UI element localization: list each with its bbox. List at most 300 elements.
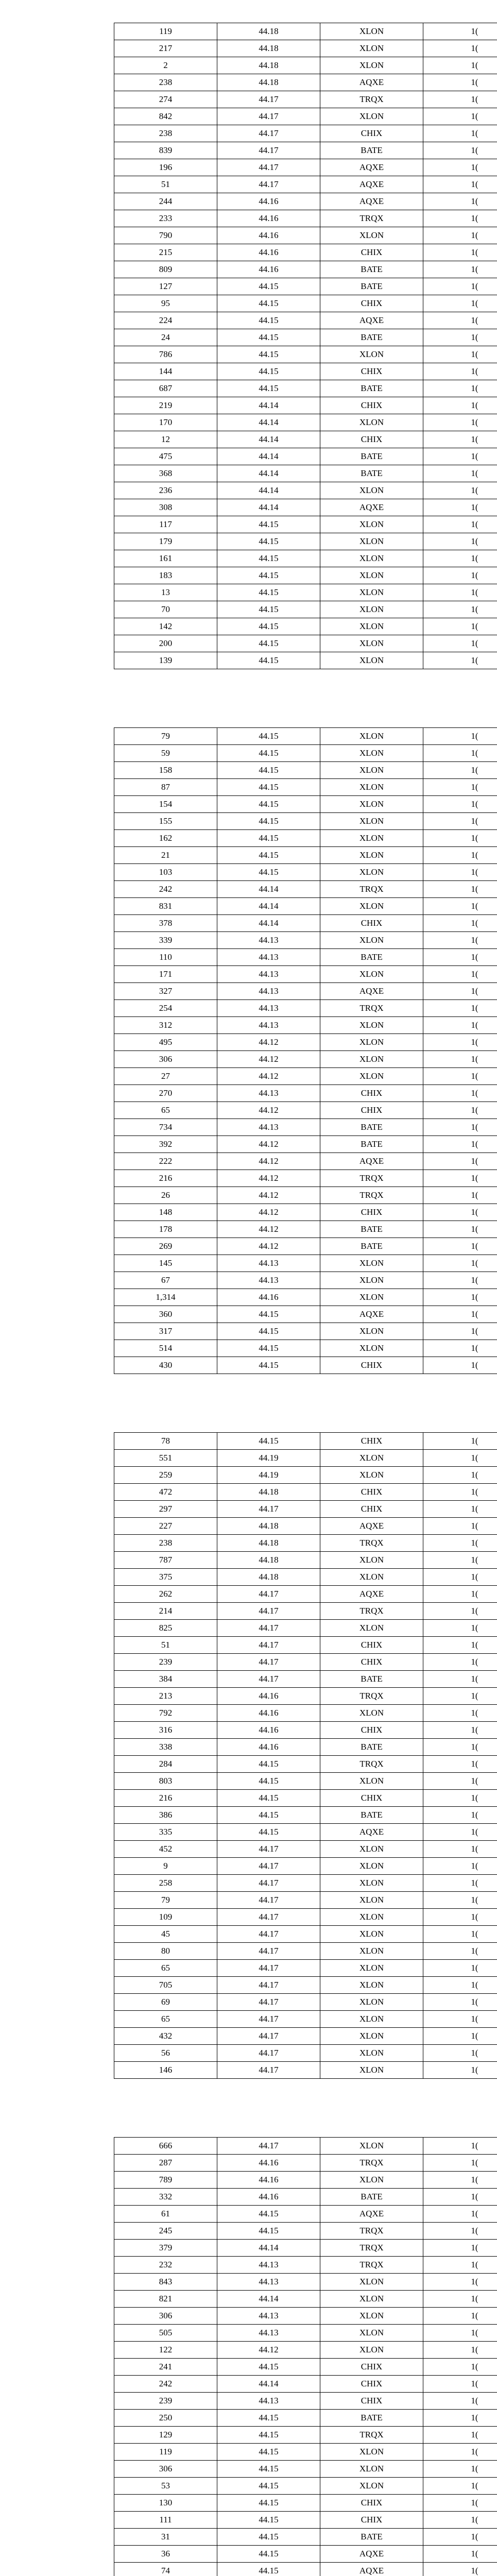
quantity-cell: 95	[114, 295, 217, 312]
price-cell: 44.15	[217, 312, 320, 329]
price-cell: 44.15	[217, 329, 320, 346]
time-cell: 1(	[423, 1858, 497, 1875]
quantity-cell: 65	[114, 1960, 217, 1977]
table-row	[114, 1255, 497, 1272]
table-row	[114, 2529, 497, 2546]
table-row	[114, 1518, 497, 1535]
quantity-cell: 666	[114, 2138, 217, 2155]
time-cell: 1(	[423, 1051, 497, 1068]
price-cell: 44.14	[217, 2240, 320, 2257]
quantity-cell: 384	[114, 1671, 217, 1688]
venue-cell: CHIX	[320, 1722, 423, 1739]
venue-cell: CHIX	[320, 1102, 423, 1119]
price-cell: 44.18	[217, 1518, 320, 1535]
time-cell: 1(	[423, 2461, 497, 2478]
quantity-cell: 79	[114, 728, 217, 745]
price-cell: 44.14	[217, 448, 320, 465]
price-cell: 44.17	[217, 1960, 320, 1977]
price-cell: 44.12	[217, 1102, 320, 1119]
quantity-cell: 495	[114, 1034, 217, 1051]
table-row	[114, 2325, 497, 2342]
venue-cell: TRQX	[320, 2240, 423, 2257]
venue-cell: XLON	[320, 482, 423, 499]
venue-cell: XLON	[320, 1926, 423, 1943]
table-row	[114, 1977, 497, 1994]
table-row	[114, 346, 497, 363]
quantity-cell: 789	[114, 2172, 217, 2189]
venue-cell: CHIX	[320, 2393, 423, 2410]
venue-cell: XLON	[320, 1960, 423, 1977]
venue-cell: XLON	[320, 932, 423, 949]
price-cell: 44.13	[217, 983, 320, 1000]
price-cell: 44.17	[217, 159, 320, 176]
venue-cell: BATE	[320, 261, 423, 278]
quantity-cell: 452	[114, 1841, 217, 1858]
time-cell: 1(	[423, 796, 497, 813]
quantity-cell: 287	[114, 2155, 217, 2172]
table-row	[114, 2342, 497, 2359]
table-row	[114, 193, 497, 210]
quantity-cell: 161	[114, 550, 217, 567]
time-cell: 1(	[423, 1433, 497, 1450]
venue-cell: XLON	[320, 618, 423, 635]
time-cell: 1(	[423, 1688, 497, 1705]
quantity-cell: 51	[114, 1637, 217, 1654]
venue-cell: TRQX	[320, 881, 423, 898]
price-cell: 44.15	[217, 762, 320, 779]
price-cell: 44.15	[217, 2444, 320, 2461]
price-cell: 44.13	[217, 1017, 320, 1034]
price-cell: 44.18	[217, 1569, 320, 1586]
price-cell: 44.17	[217, 142, 320, 159]
time-cell: 1(	[423, 567, 497, 584]
quantity-cell: 70	[114, 601, 217, 618]
venue-cell: XLON	[320, 2308, 423, 2325]
price-cell: 44.17	[217, 2138, 320, 2155]
time-cell: 1(	[423, 745, 497, 762]
time-cell: 1(	[423, 1603, 497, 1620]
price-cell: 44.13	[217, 2274, 320, 2291]
quantity-cell: 110	[114, 949, 217, 966]
price-cell: 44.15	[217, 2359, 320, 2376]
quantity-cell: 514	[114, 1340, 217, 1357]
venue-cell: XLON	[320, 414, 423, 431]
table-row	[114, 847, 497, 864]
venue-cell: AQXE	[320, 176, 423, 193]
table-row	[114, 813, 497, 830]
quantity-cell: 262	[114, 1586, 217, 1603]
quantity-cell: 216	[114, 1790, 217, 1807]
quantity-cell: 335	[114, 1824, 217, 1841]
price-cell: 44.17	[217, 1926, 320, 1943]
venue-cell: XLON	[320, 2011, 423, 2028]
venue-cell: XLON	[320, 2342, 423, 2359]
table-row	[114, 1221, 497, 1238]
table-row	[114, 91, 497, 108]
time-cell: 1(	[423, 1102, 497, 1119]
table-row	[114, 1450, 497, 1467]
table-row	[114, 932, 497, 949]
table-row	[114, 2223, 497, 2240]
quantity-cell: 79	[114, 1892, 217, 1909]
quantity-cell: 59	[114, 745, 217, 762]
price-cell: 44.17	[217, 1858, 320, 1875]
table-row	[114, 1994, 497, 2011]
venue-cell: AQXE	[320, 312, 423, 329]
venue-cell: CHIX	[320, 1501, 423, 1518]
time-cell: 1(	[423, 397, 497, 414]
venue-cell: XLON	[320, 1068, 423, 1085]
table-row	[114, 1017, 497, 1034]
price-cell: 44.14	[217, 414, 320, 431]
venue-cell: XLON	[320, 57, 423, 74]
venue-cell: BATE	[320, 448, 423, 465]
table-row	[114, 2257, 497, 2274]
venue-cell: TRQX	[320, 1756, 423, 1773]
table-row	[114, 176, 497, 193]
price-cell: 44.15	[217, 550, 320, 567]
quantity-cell: 244	[114, 193, 217, 210]
time-cell: 1(	[423, 74, 497, 91]
quantity-cell: 13	[114, 584, 217, 601]
time-cell: 1(	[423, 1306, 497, 1323]
price-cell: 44.13	[217, 1119, 320, 1136]
time-cell: 1(	[423, 881, 497, 898]
trade-table-page-3	[114, 1432, 497, 2079]
venue-cell: XLON	[320, 550, 423, 567]
venue-cell: AQXE	[320, 1824, 423, 1841]
table-row	[114, 1340, 497, 1357]
price-cell: 44.12	[217, 1051, 320, 1068]
price-cell: 44.19	[217, 1467, 320, 1484]
price-cell: 44.17	[217, 125, 320, 142]
venue-cell: XLON	[320, 635, 423, 652]
venue-cell: XLON	[320, 2291, 423, 2308]
price-cell: 44.15	[217, 2223, 320, 2240]
quantity-cell: 119	[114, 23, 217, 40]
time-cell: 1(	[423, 346, 497, 363]
time-cell: 1(	[423, 2444, 497, 2461]
venue-cell: XLON	[320, 1034, 423, 1051]
venue-cell: XLON	[320, 796, 423, 813]
quantity-cell: 148	[114, 1204, 217, 1221]
price-cell: 44.17	[217, 1875, 320, 1892]
trade-table-page-4	[114, 2137, 497, 2576]
time-cell: 1(	[423, 1977, 497, 1994]
table-row	[114, 1000, 497, 1017]
table-row	[114, 1467, 497, 1484]
table-row	[114, 1501, 497, 1518]
venue-cell: XLON	[320, 601, 423, 618]
time-cell: 1(	[423, 1272, 497, 1289]
venue-cell: XLON	[320, 728, 423, 745]
quantity-cell: 21	[114, 847, 217, 864]
time-cell: 1(	[423, 1875, 497, 1892]
table-row	[114, 1569, 497, 1586]
venue-cell: XLON	[320, 23, 423, 40]
time-cell: 1(	[423, 193, 497, 210]
venue-cell: XLON	[320, 2444, 423, 2461]
quantity-cell: 51	[114, 176, 217, 193]
quantity-cell: 803	[114, 1773, 217, 1790]
price-cell: 44.12	[217, 1204, 320, 1221]
table-row	[114, 210, 497, 227]
time-cell: 1(	[423, 1153, 497, 1170]
table-row	[114, 618, 497, 635]
price-cell: 44.16	[217, 244, 320, 261]
venue-cell: XLON	[320, 1620, 423, 1637]
table-row	[114, 108, 497, 125]
venue-cell: BATE	[320, 380, 423, 397]
venue-cell: AQXE	[320, 1306, 423, 1323]
quantity-cell: 360	[114, 1306, 217, 1323]
time-cell: 1(	[423, 1943, 497, 1960]
venue-cell: XLON	[320, 227, 423, 244]
price-cell: 44.16	[217, 2172, 320, 2189]
time-cell: 1(	[423, 2393, 497, 2410]
price-cell: 44.13	[217, 2325, 320, 2342]
table-row	[114, 2393, 497, 2410]
price-cell: 44.15	[217, 2478, 320, 2495]
time-cell: 1(	[423, 635, 497, 652]
table-row	[114, 652, 497, 669]
price-cell: 44.15	[217, 346, 320, 363]
quantity-cell: 200	[114, 635, 217, 652]
quantity-cell: 821	[114, 2291, 217, 2308]
venue-cell: XLON	[320, 40, 423, 57]
table-row	[114, 2478, 497, 2495]
table-row	[114, 2172, 497, 2189]
price-cell: 44.15	[217, 830, 320, 847]
venue-cell: XLON	[320, 2274, 423, 2291]
quantity-cell: 142	[114, 618, 217, 635]
time-cell: 1(	[423, 1824, 497, 1841]
price-cell: 44.15	[217, 864, 320, 881]
venue-cell: XLON	[320, 1909, 423, 1926]
table-row	[114, 142, 497, 159]
time-cell: 1(	[423, 2062, 497, 2079]
quantity-cell: 327	[114, 983, 217, 1000]
table-row	[114, 1289, 497, 1306]
time-cell: 1(	[423, 1705, 497, 1722]
time-cell: 1(	[423, 1467, 497, 1484]
quantity-cell: 117	[114, 516, 217, 533]
price-cell: 44.16	[217, 210, 320, 227]
table-row	[114, 1960, 497, 1977]
venue-cell: CHIX	[320, 1484, 423, 1501]
table-row	[114, 414, 497, 431]
table-row	[114, 380, 497, 397]
time-cell: 1(	[423, 40, 497, 57]
table-row	[114, 1136, 497, 1153]
table-row	[114, 2155, 497, 2172]
time-cell: 1(	[423, 1654, 497, 1671]
venue-cell: AQXE	[320, 2563, 423, 2576]
table-row	[114, 2563, 497, 2576]
venue-cell: CHIX	[320, 125, 423, 142]
venue-cell: XLON	[320, 1943, 423, 1960]
table-row	[114, 278, 497, 295]
quantity-cell: 259	[114, 1467, 217, 1484]
venue-cell: CHIX	[320, 1654, 423, 1671]
venue-cell: XLON	[320, 779, 423, 796]
price-cell: 44.16	[217, 1705, 320, 1722]
time-cell: 1(	[423, 108, 497, 125]
quantity-cell: 239	[114, 1654, 217, 1671]
price-cell: 44.12	[217, 2342, 320, 2359]
venue-cell: CHIX	[320, 363, 423, 380]
venue-cell: CHIX	[320, 915, 423, 932]
quantity-cell: 144	[114, 363, 217, 380]
time-cell: 1(	[423, 533, 497, 550]
venue-cell: CHIX	[320, 244, 423, 261]
quantity-cell: 222	[114, 1153, 217, 1170]
table-row	[114, 2444, 497, 2461]
venue-cell: AQXE	[320, 1153, 423, 1170]
time-cell: 1(	[423, 915, 497, 932]
price-cell: 44.12	[217, 1034, 320, 1051]
price-cell: 44.15	[217, 278, 320, 295]
table-row	[114, 1238, 497, 1255]
price-cell: 44.15	[217, 2512, 320, 2529]
time-cell: 1(	[423, 329, 497, 346]
price-cell: 44.16	[217, 2189, 320, 2206]
price-cell: 44.15	[217, 1433, 320, 1450]
price-cell: 44.14	[217, 2291, 320, 2308]
table-row	[114, 1620, 497, 1637]
price-cell: 44.15	[217, 1773, 320, 1790]
venue-cell: TRQX	[320, 210, 423, 227]
table-row	[114, 2045, 497, 2062]
price-cell: 44.17	[217, 2011, 320, 2028]
quantity-cell: 250	[114, 2410, 217, 2427]
venue-cell: XLON	[320, 516, 423, 533]
venue-cell: AQXE	[320, 2546, 423, 2563]
venue-cell: XLON	[320, 1569, 423, 1586]
time-cell: 1(	[423, 2512, 497, 2529]
time-cell: 1(	[423, 278, 497, 295]
price-cell: 44.15	[217, 2410, 320, 2427]
price-cell: 44.17	[217, 108, 320, 125]
time-cell: 1(	[423, 1017, 497, 1034]
price-cell: 44.15	[217, 2546, 320, 2563]
time-cell: 1(	[423, 2325, 497, 2342]
price-cell: 44.17	[217, 1637, 320, 1654]
table-row	[114, 1875, 497, 1892]
table-row	[114, 431, 497, 448]
time-cell: 1(	[423, 728, 497, 745]
venue-cell: AQXE	[320, 499, 423, 516]
table-row	[114, 397, 497, 414]
table-row	[114, 2291, 497, 2308]
venue-cell: CHIX	[320, 2376, 423, 2393]
table-row	[114, 1357, 497, 1374]
price-cell: 44.12	[217, 1170, 320, 1187]
table-row	[114, 1654, 497, 1671]
price-cell: 44.17	[217, 1977, 320, 1994]
time-cell: 1(	[423, 1569, 497, 1586]
venue-cell: XLON	[320, 2028, 423, 2045]
table-row	[114, 74, 497, 91]
price-cell: 44.15	[217, 2529, 320, 2546]
table-row	[114, 1068, 497, 1085]
time-cell: 1(	[423, 2274, 497, 2291]
quantity-cell: 53	[114, 2478, 217, 2495]
table-row	[114, 1892, 497, 1909]
time-cell: 1(	[423, 2206, 497, 2223]
quantity-cell: 129	[114, 2427, 217, 2444]
venue-cell: CHIX	[320, 397, 423, 414]
venue-cell: XLON	[320, 762, 423, 779]
quantity-cell: 787	[114, 1552, 217, 1569]
venue-cell: XLON	[320, 813, 423, 830]
table-row	[114, 983, 497, 1000]
quantity-cell: 232	[114, 2257, 217, 2274]
time-cell: 1(	[423, 2376, 497, 2393]
venue-cell: XLON	[320, 2478, 423, 2495]
time-cell: 1(	[423, 2410, 497, 2427]
venue-cell: XLON	[320, 346, 423, 363]
table-row	[114, 57, 497, 74]
price-cell: 44.16	[217, 1722, 320, 1739]
price-cell: 44.18	[217, 1535, 320, 1552]
venue-cell: XLON	[320, 2172, 423, 2189]
price-cell: 44.16	[217, 193, 320, 210]
table-row	[114, 1051, 497, 1068]
venue-cell: CHIX	[320, 1204, 423, 1221]
quantity-cell: 792	[114, 1705, 217, 1722]
price-cell: 44.17	[217, 1892, 320, 1909]
price-cell: 44.17	[217, 176, 320, 193]
time-cell: 1(	[423, 1773, 497, 1790]
time-cell: 1(	[423, 1085, 497, 1102]
venue-cell: XLON	[320, 1994, 423, 2011]
table-row	[114, 898, 497, 915]
table-row	[114, 966, 497, 983]
table-row	[114, 1586, 497, 1603]
time-cell: 1(	[423, 1739, 497, 1756]
venue-cell: CHIX	[320, 1790, 423, 1807]
price-cell: 44.14	[217, 915, 320, 932]
quantity-cell: 368	[114, 465, 217, 482]
time-cell: 1(	[423, 210, 497, 227]
price-cell: 44.17	[217, 1586, 320, 1603]
time-cell: 1(	[423, 2240, 497, 2257]
table-row	[114, 1943, 497, 1960]
price-cell: 44.17	[217, 1909, 320, 1926]
venue-cell: XLON	[320, 847, 423, 864]
price-cell: 44.14	[217, 465, 320, 482]
time-cell: 1(	[423, 2028, 497, 2045]
table-row	[114, 2410, 497, 2427]
time-cell: 1(	[423, 2529, 497, 2546]
time-cell: 1(	[423, 227, 497, 244]
time-cell: 1(	[423, 142, 497, 159]
venue-cell: BATE	[320, 278, 423, 295]
table-row	[114, 1909, 497, 1926]
price-cell: 44.15	[217, 1807, 320, 1824]
quantity-cell: 67	[114, 1272, 217, 1289]
venue-cell: AQXE	[320, 193, 423, 210]
venue-cell: BATE	[320, 1807, 423, 1824]
time-cell: 1(	[423, 2223, 497, 2240]
price-cell: 44.15	[217, 567, 320, 584]
time-cell: 1(	[423, 1671, 497, 1688]
table-row	[114, 23, 497, 40]
time-cell: 1(	[423, 2138, 497, 2155]
venue-cell: TRQX	[320, 2155, 423, 2172]
quantity-cell: 31	[114, 2529, 217, 2546]
